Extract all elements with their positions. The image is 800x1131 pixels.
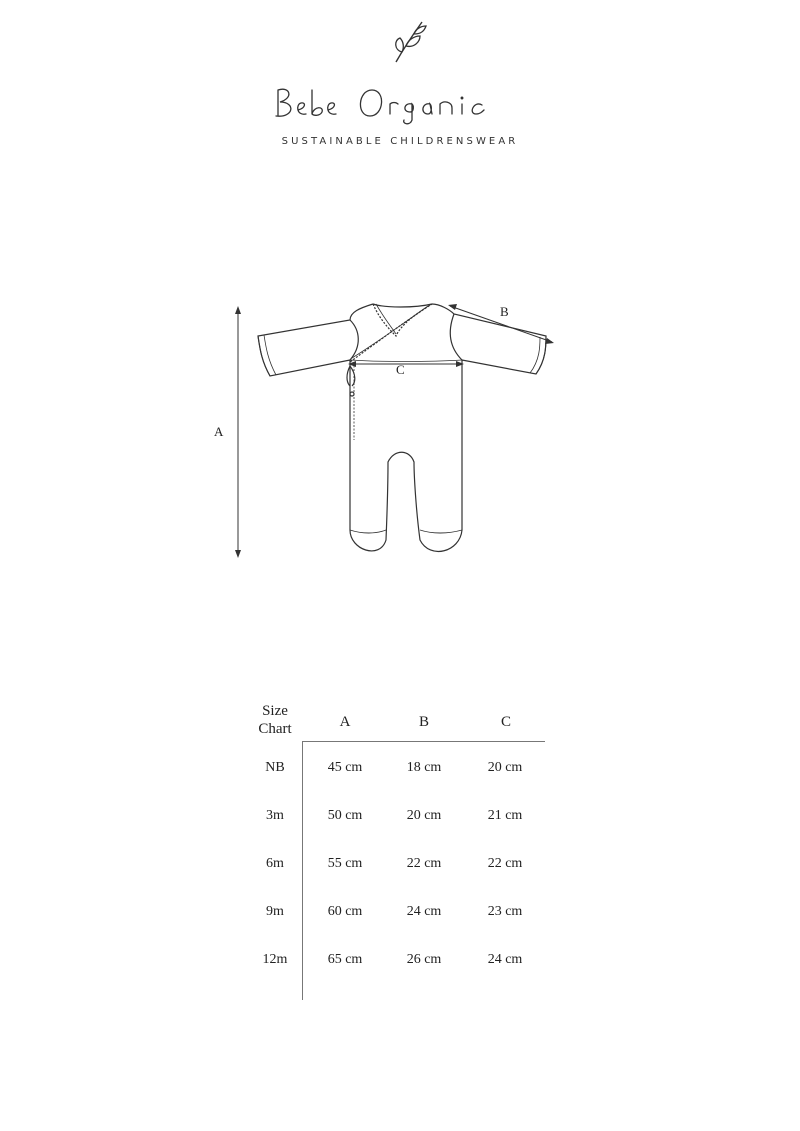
cell-b: 26 cm [406, 952, 442, 967]
label-c: C [396, 362, 405, 377]
cell-b: 20 cm [406, 808, 442, 823]
cell-a: 55 cm [327, 856, 363, 871]
size-chart-corner-label: Size Chart [258, 703, 292, 737]
cell-b: 22 cm [406, 856, 442, 871]
size-chart-table [240, 700, 550, 1000]
cell-b: 18 cm [406, 760, 442, 775]
cell-a: 50 cm [327, 808, 363, 823]
cell-c: 23 cm [487, 904, 523, 919]
label-a: A [214, 424, 224, 439]
garment-diagram [200, 290, 580, 580]
table-row [240, 952, 550, 974]
cell-c: 20 cm [487, 760, 523, 775]
table-row [240, 856, 550, 878]
cell-a: 65 cm [327, 952, 363, 967]
row-size: 12m [262, 952, 288, 967]
table-row [240, 808, 550, 830]
column-header-c: C [500, 714, 511, 730]
cell-a: 45 cm [327, 760, 363, 775]
brand-wordmark [260, 76, 540, 126]
brand-tagline: SUSTAINABLE CHILDRENSWEAR [281, 136, 519, 147]
table-row [240, 904, 550, 926]
cell-b: 24 cm [406, 904, 442, 919]
cell-c: 21 cm [487, 808, 523, 823]
header-divider [302, 741, 545, 742]
row-size: 3m [266, 808, 284, 823]
garment-outline [258, 304, 546, 551]
cell-a: 60 cm [327, 904, 363, 919]
cell-c: 24 cm [487, 952, 523, 967]
leaf-logo-icon [390, 18, 430, 66]
table-row [240, 760, 550, 782]
column-header-b: B [418, 714, 429, 730]
column-header-a: A [339, 714, 351, 730]
label-b: B [500, 304, 509, 319]
row-size: 6m [266, 856, 284, 871]
row-size: NB [265, 760, 285, 775]
cell-c: 22 cm [487, 856, 523, 871]
row-size: 9m [266, 904, 284, 919]
